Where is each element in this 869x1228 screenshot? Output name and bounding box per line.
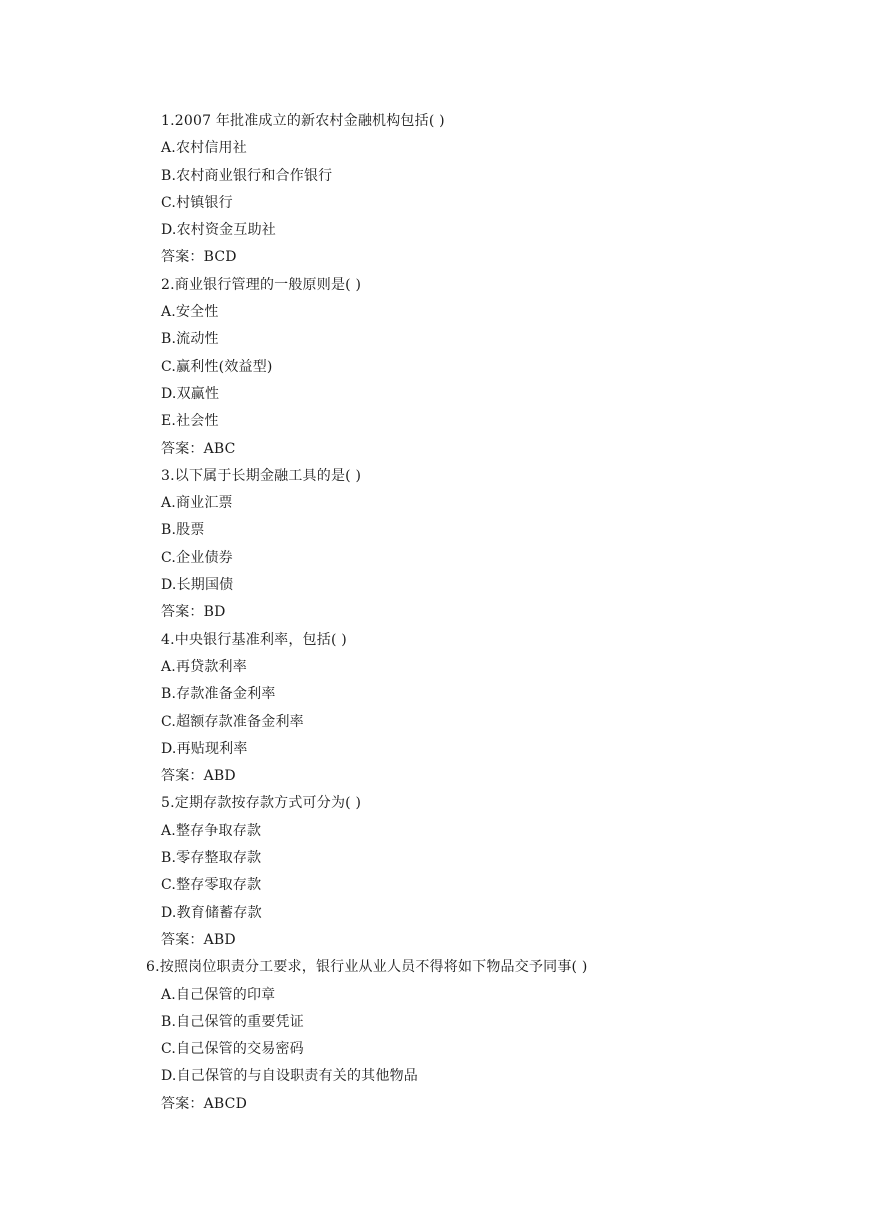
option-a: A.商业汇票 — [161, 495, 233, 512]
option-a: A.自己保管的印章 — [161, 986, 276, 1003]
option-d: D.再贴现利率 — [161, 740, 248, 757]
option-b: B.零存整取存款 — [161, 850, 262, 867]
question-stem: 6.按照岗位职责分工要求，银行业从业人员不得将如下物品交予同事( ) — [146, 959, 588, 976]
option-c: C.超额存款准备金利率 — [161, 713, 304, 730]
option-b: B.自己保管的重要凭证 — [161, 1013, 304, 1030]
option-c: C.整存零取存款 — [161, 877, 262, 894]
answer-line: 答案：ABD — [161, 931, 236, 948]
answer-line: 答案：BCD — [161, 249, 237, 266]
option-a: A.再贷款利率 — [161, 658, 247, 675]
option-e: E.社会性 — [161, 413, 219, 430]
option-a: A.安全性 — [161, 304, 219, 321]
option-c: C.自己保管的交易密码 — [161, 1041, 304, 1058]
answer-line: 答案：BD — [161, 604, 226, 621]
option-d: D.双赢性 — [161, 385, 220, 402]
question-stem: 3.以下属于长期金融工具的是( ) — [161, 467, 362, 484]
question-stem: 4.中央银行基准利率，包括( ) — [161, 631, 347, 648]
option-c: C.赢利性(效益型) — [161, 358, 273, 375]
option-c: C.村镇银行 — [161, 194, 233, 211]
option-b: B.股票 — [161, 522, 205, 539]
answer-line: 答案：ABC — [161, 440, 236, 457]
option-b: B.流动性 — [161, 331, 219, 348]
answer-line: 答案：ABD — [161, 768, 236, 785]
option-c: C.企业债券 — [161, 549, 233, 566]
question-stem: 5.定期存款按存款方式可分为( ) — [161, 795, 362, 812]
option-d: D.农村资金互助社 — [161, 222, 276, 239]
question-stem: 2.商业银行管理的一般原则是( ) — [161, 276, 362, 293]
answer-line: 答案：ABCD — [161, 1095, 247, 1112]
option-d: D.长期国债 — [161, 577, 234, 594]
question-list — [0, 108, 869, 1118]
option-b: B.农村商业银行和合作银行 — [161, 167, 333, 184]
option-d: D.教育储蓄存款 — [161, 904, 262, 921]
question-stem: 1.2007 年批准成立的新农村金融机构包括( ) — [161, 113, 445, 129]
option-a: A.整存争取存款 — [161, 822, 262, 839]
option-d: D.自己保管的与自设职责有关的其他物品 — [161, 1068, 418, 1085]
option-b: B.存款准备金利率 — [161, 686, 276, 703]
option-a: A.农村信用社 — [161, 140, 247, 157]
